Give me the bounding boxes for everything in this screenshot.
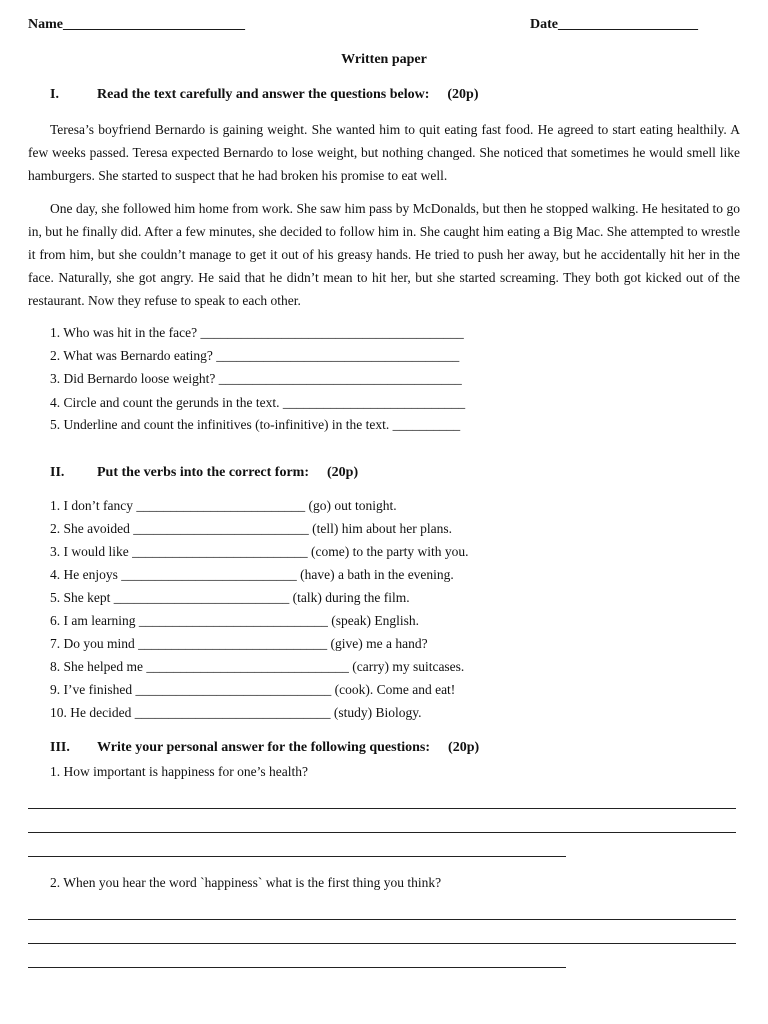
question-item: 5. Underline and count the infinitives (to-infinitive) in the text. __________ (50, 417, 461, 432)
answer-line[interactable] (28, 967, 566, 968)
answer-line[interactable] (28, 943, 736, 944)
exercise-item: 4. He enjoys __________________________ (have) a bath in the evening. (50, 567, 454, 582)
answer-line[interactable] (28, 808, 736, 809)
exercise-item: 6. I am learning ____________________________ (speak) English. (50, 613, 419, 628)
section-1-numeral: I. (50, 87, 59, 102)
exercise-item: 7. Do you mind ____________________________ (give) me a hand? (50, 636, 428, 651)
question-item: 2. What was Bernardo eating? ____________________________________ (50, 348, 460, 363)
exercise-item: 2. She avoided __________________________ (tell) him about her plans. (50, 521, 452, 536)
exercise-item: 9. I’ve finished _____________________________ (cook). Come and eat! (50, 682, 456, 697)
exercise-item: 3. I would like __________________________ (come) to the party with you. (50, 544, 469, 559)
section-2-numeral: II. (50, 465, 65, 480)
answer-line[interactable] (28, 832, 736, 833)
exercise-item: 5. She kept __________________________ (talk) during the film. (50, 590, 410, 605)
section-2-title: Put the verbs into the correct form: (97, 465, 310, 480)
question-item: 4. Circle and count the gerunds in the text. ___________________________ (50, 395, 466, 410)
exercise-item: 8. She helped me ______________________________ (carry) my suitcases. (50, 659, 465, 674)
reading-paragraph-2: One day, she followed him home from work. She saw him pass by McDonalds, but then he stopped walking. He hesitated to go in, but he finally did. After a few minutes, she decided to follow him in. She caught him eating a Big Mac. She attempted to wrestle it from him, but she couldn’t manage to get it out of his greasy hands. He tried to push her away, but he accidentally hit her in the face. Naturally, she got angry. He said that he didn’t mean to hit her, but she started screaming. They both got kicked out of the restaurant. Now they refuse to speak to each other. (28, 201, 740, 308)
section-1-heading (50, 87, 650, 107)
section-1-title: Read the text carefully and answer the questions below: (97, 87, 430, 102)
section-3-title: Write your personal answer for the following questions: (97, 740, 431, 755)
answer-line[interactable] (28, 919, 736, 920)
answer-line[interactable] (28, 856, 566, 857)
section-3-numeral: III. (50, 740, 70, 755)
date-field-label: Date____________________ (530, 17, 698, 32)
question-item: 1. Who was hit in the face? _______________________________________ (50, 325, 464, 340)
section-3-points: (20p) (448, 740, 480, 755)
section-1-points: (20p) (447, 87, 479, 102)
exercise-item: 1. I don’t fancy _________________________ (go) out tonight. (50, 498, 397, 513)
open-question: 2. When you hear the word `happiness` what is the first thing you think? (50, 875, 442, 890)
exercise-item: 10. He decided _____________________________ (study) Biology. (50, 705, 422, 720)
reading-paragraph-1: Teresa’s boyfriend Bernardo is gaining weight. She wanted him to quit eating fast food. He agreed to start eating healthily. A few weeks passed. Teresa expected Bernardo to lose weight, but nothing changed. She noticed that sometimes he would smell like hamburgers. She started to suspect that he had broken his promise to eat well. (28, 122, 740, 183)
name-field-label: Name__________________________ (28, 17, 245, 32)
question-item: 3. Did Bernardo loose weight? ____________________________________ (50, 371, 462, 386)
open-question: 1. How important is happiness for one’s health? (50, 764, 308, 779)
section-3-heading (50, 740, 650, 760)
section-2-points: (20p) (327, 465, 359, 480)
page-title: Written paper (341, 52, 427, 67)
section-2-heading (50, 465, 650, 485)
